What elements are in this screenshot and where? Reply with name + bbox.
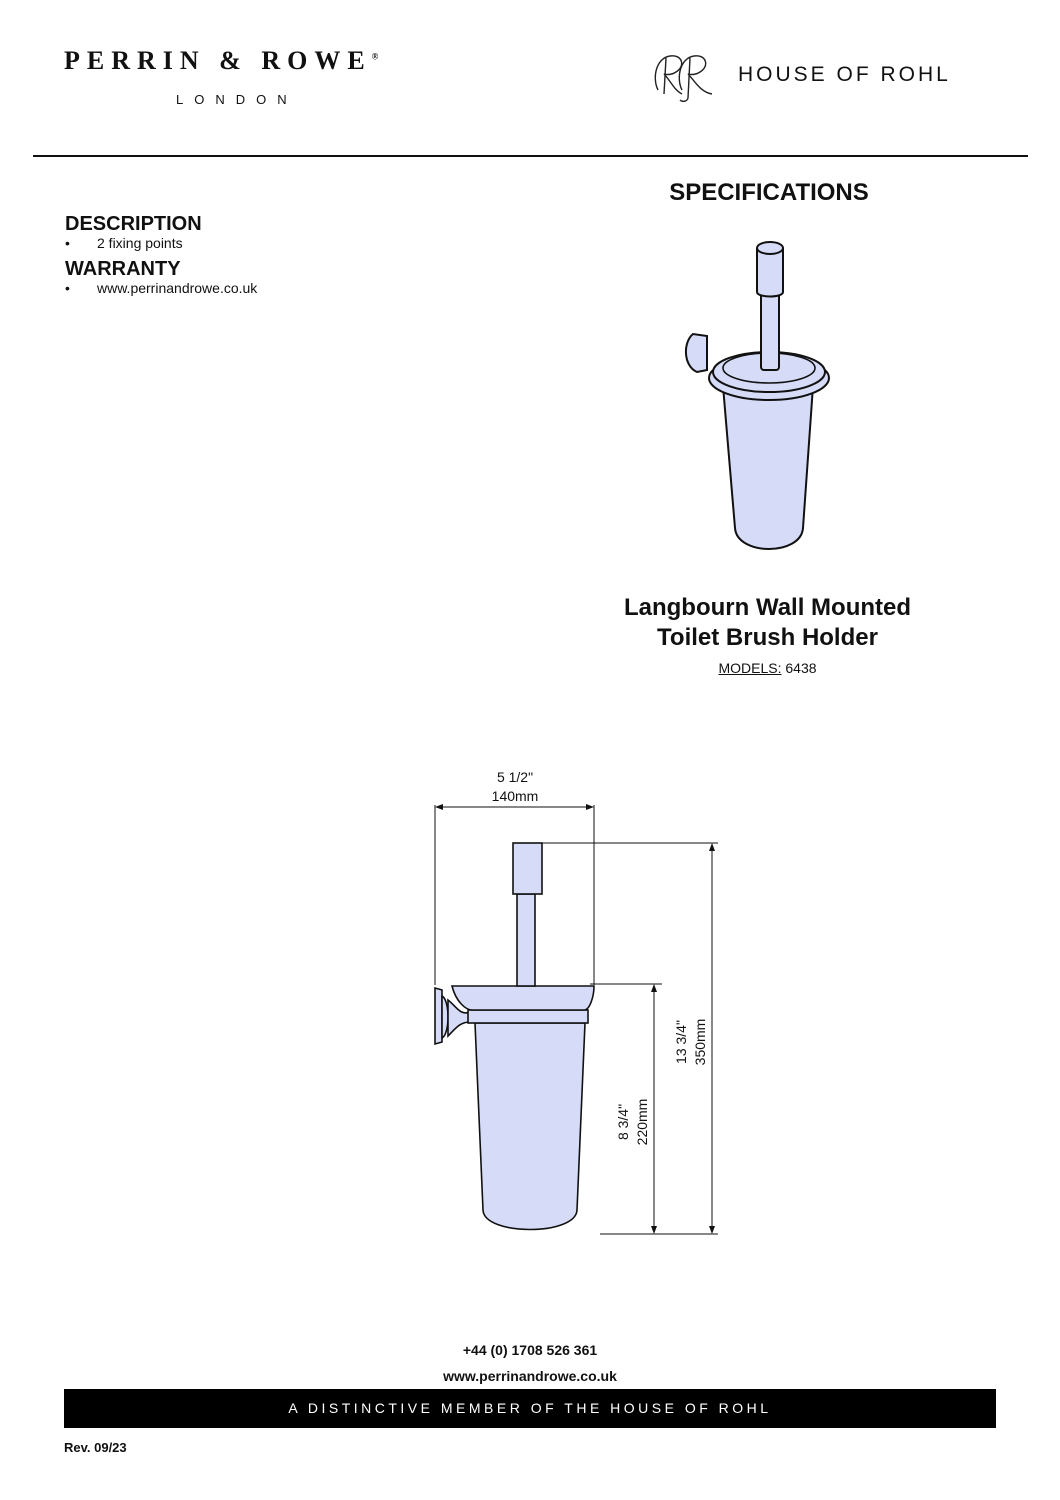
total-height-in-label: 13 3/4" <box>673 1020 689 1064</box>
models-value: 6438 <box>785 660 817 676</box>
warranty-list <box>65 280 257 297</box>
warranty-section <box>65 258 257 297</box>
product-illustration <box>675 238 835 568</box>
brand-city: LONDON <box>176 92 298 107</box>
models-line <box>545 660 990 676</box>
front-elevation <box>435 843 594 1230</box>
bowl-height-mm-label: 220mm <box>634 1098 650 1146</box>
house-name: HOUSE OF ROHL <box>738 63 951 86</box>
description-section <box>65 213 202 252</box>
registered-mark: ® <box>371 51 379 62</box>
dimension-drawing <box>400 760 740 1250</box>
product-title-line-1: Langbourn Wall Mounted <box>623 594 912 621</box>
brand-name: PERRIN & ROWE® <box>64 46 379 75</box>
warranty-link[interactable]: • www.perrinandrowe.co.uk <box>65 280 257 297</box>
product-title-line-2: Toilet Brush Holder <box>657 624 878 651</box>
width-in-label: 5 1/2" <box>496 769 534 785</box>
description-heading: DESCRIPTION <box>65 213 202 235</box>
footer-tagline-bar: A DISTINCTIVE MEMBER OF THE HOUSE OF ROHL <box>64 1389 996 1428</box>
warranty-heading: WARRANTY <box>65 258 181 280</box>
footer-phone[interactable]: +44 (0) 1708 526 361 <box>462 1342 598 1358</box>
models-label: MODELS: <box>718 660 782 676</box>
header-divider <box>33 155 1028 157</box>
bowl-height-in-label: 8 3/4" <box>615 1103 631 1141</box>
footer-website-link[interactable]: www.perrinandrowe.co.uk <box>443 1368 617 1384</box>
perrin-rowe-logo <box>64 46 444 107</box>
rr-monogram-icon <box>648 48 728 104</box>
revision-label: Rev. 09/23 <box>64 1440 127 1455</box>
description-list <box>65 235 202 252</box>
product-title <box>545 593 990 653</box>
width-mm-label: 140mm <box>491 788 539 804</box>
total-height-mm-label: 350mm <box>692 1018 708 1066</box>
specifications-heading: SPECIFICATIONS <box>669 179 869 206</box>
house-of-rohl-logo <box>648 48 1008 104</box>
description-item: • 2 fixing points <box>65 235 202 252</box>
